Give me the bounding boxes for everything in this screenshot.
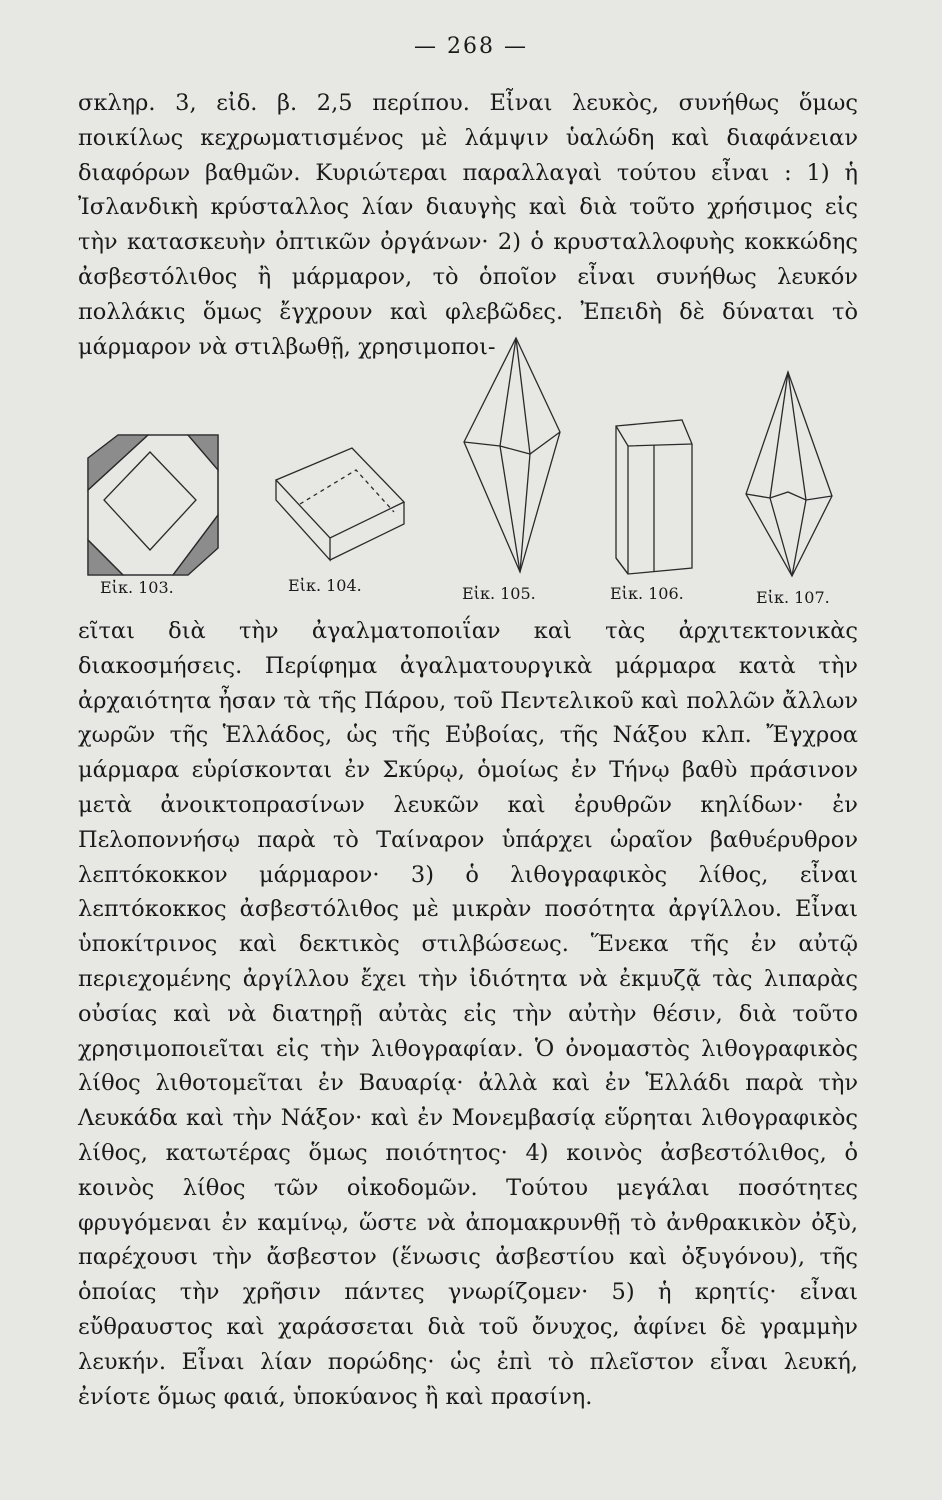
figure-105: [456, 336, 566, 576]
double-pyramid-illustration: [740, 370, 840, 580]
truncated-cube-illustration: [78, 430, 228, 580]
figure-104: [272, 442, 412, 562]
figure-105-caption: Εἰκ. 105.: [462, 584, 536, 603]
figure-106: [608, 418, 698, 578]
page-number: — 268 —: [414, 34, 528, 59]
figure-106-caption: Εἰκ. 106.: [610, 584, 684, 603]
scalenohedron-illustration: [456, 336, 566, 576]
figure-103-caption: Εἰκ. 103.: [100, 578, 174, 597]
figure-107: [740, 370, 840, 580]
figure-104-caption: Εἰκ. 104.: [288, 576, 362, 595]
rhombohedron-illustration: [272, 442, 412, 562]
paragraph-top: σκληρ. 3, εἰδ. β. 2,5 περίπου. Εἶναι λευκὸς, συνήθως ὅμως ποικίλως κεχρωματισμένος μὲ λάμψιν ὑαλώδη καὶ διαφάνειαν διαφόρων βαθμῶν. Κυριώτεραι παραλλαγαὶ τούτου εἶναι : 1) ἡ Ἰσλανδικὴ κρύσταλλος λίαν διαυγὴς καὶ διὰ τοῦτο χρήσιμος εἰς τὴν κατασκευὴν ὀπτικῶν ὀργάνων· 2) ὁ κρυσταλλοφυὴς κοκκώδης ἀσβεστόλιθος ἢ μάρμαρον, τὸ ὁποῖον εἶναι συνήθως λευκόν πολλάκις ὅμως ἔγχρουν καὶ φλεβῶδες. Ἐπειδὴ δὲ δύναται τὸ μάρμαρον νὰ στιλβωθῇ, χρησιμοποι-: [78, 90, 858, 360]
hexagonal-prism-illustration: [608, 418, 698, 578]
figure-103: [78, 430, 228, 580]
paragraph-bottom: εῖται διὰ τὴν ἀγαλματοποιΐαν καὶ τὰς ἀρχιτεκτονικὰς διακοσμήσεις. Περίφημα ἀγαλματουργικὰ μάρμαρα κατὰ τὴν ἀρχαιότητα ἦσαν τὰ τῆς Πάρου, τοῦ Πεντελικοῦ καὶ πολλῶν ἄλλων χωρῶν τῆς Ἑλλάδος, ὡς τῆς Εὐβοίας, τῆς Νάξου κλπ. Ἔγχροα μάρμαρα εὑρίσκονται ἐν Σκύρῳ, ὁμοίως ἐν Τήνῳ βαθὺ πράσινον μετὰ ἀνοικτοπρασίνων λευκῶν καὶ ἐρυθρῶν κηλίδων· ἐν Πελοποννήσῳ παρὰ τὸ Ταίναρον ὑπάρχει ὡραῖον βαθυέρυθρον λεπτόκοκκον μάρμαρον· 3) ὁ λιθογραφικὸς λίθος, εἶναι λεπτόκοκκος ἀσβεστόλιθος μὲ μικρὰν ποσότητα ἀργίλλου. Εἶναι ὑποκίτρινος καὶ δεκτικὸς στιλβώσεως. Ἕνεκα τῆς ἐν αὐτῷ περιεχομένης ἀργίλλου ἔχει τὴν ἰδιότητα νὰ ἐκμυζᾷ τὰς λιπαρὰς οὐσίας καὶ νὰ διατηρῇ αὐτὰς εἰς τὴν αὐτὴν θέσιν, διὰ τοῦτο χρησιμοποιεῖται εἰς τὴν λιθογραφίαν. Ὁ ὀνομαστὸς λιθογραφικὸς λίθος λιθοτομεῖται ἐν Βαυαρίᾳ· ἀλλὰ καὶ ἐν Ἑλλάδι παρὰ τὴν Λευκάδα καὶ τὴν Νάξον· καὶ ἐν Μονεμβασίᾳ εὕρηται λιθογραφικὸς λίθος, κατωτέρας ὅμως ποιότητος· 4) κοινὸς ἀσβεστόλιθος, ὁ κοινὸς λίθος τῶν οἰκοδομῶν. Τούτου μεγάλαι ποσότητες φρυγόμεναι ἐν καμίνῳ, ὥστε νὰ ἀπομακρυνθῇ τὸ ἀνθρακικὸν ὀξὺ, παρέχουσι τὴν ἄσβεστον (ἕνωσις ἀσβεστίου καὶ ὀξυγόνου), τῆς ὁποίας τὴν χρῆσιν πάντες γνωρίζομεν· 5) ἡ κρητίς· εἶναι εὔθραυστος καὶ χαράσσεται διὰ τοῦ ὄνυχος, ἀφίνει δὲ γραμμὴν λευκήν. Εἶναι λίαν πορώδης· ὡς ἐπὶ τὸ πλεῖστον εἶναι λευκή, ἐνίοτε ὅμως φαιά, ὑποκύανος ἢ καὶ πρασίνη.: [78, 618, 858, 1410]
figure-107-caption: Εἰκ. 107.: [756, 588, 830, 607]
crystal-figures: [60, 330, 880, 620]
